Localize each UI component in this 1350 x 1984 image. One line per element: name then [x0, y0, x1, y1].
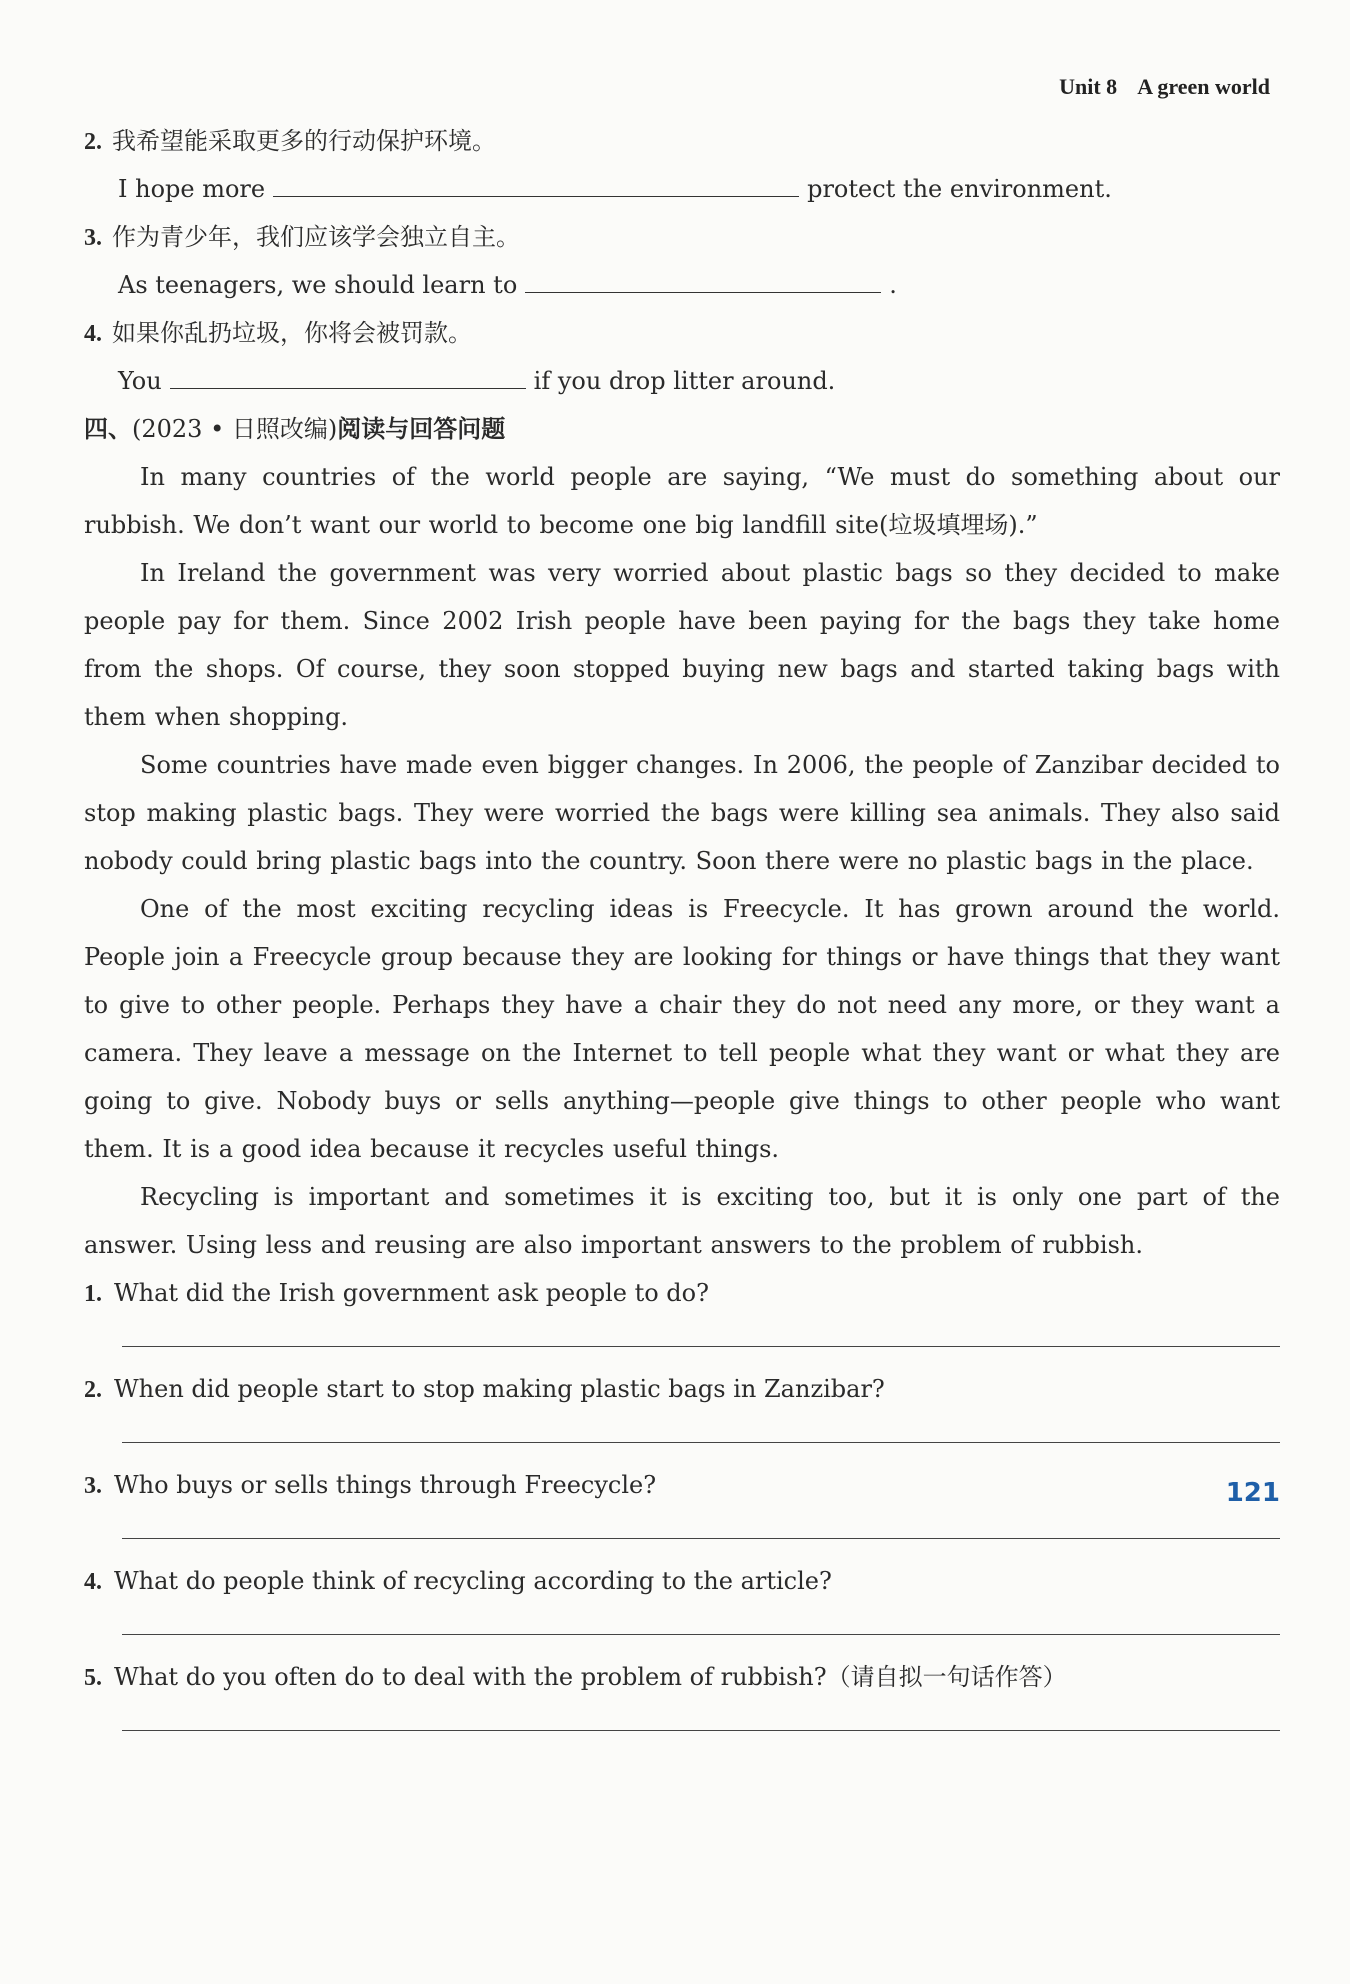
passage-paragraph: Recycling is important and sometimes it is exciting too, but it is only one part of the answer. Using less and reusing are also important answers to the problem of rubbish.: [84, 1183, 1280, 1259]
passage-paragraph: Some countries have made even bigger changes. In 2006, the people of Zanzibar decided to stop making plastic bags. They were worried the bags were killing sea animals. They also said nobody could bring plastic bags into the country. Soon there were no plastic bags in the place.: [84, 751, 1280, 875]
section-title: 阅读与回答问题: [337, 414, 506, 443]
passage-paragraph: In many countries of the world people are saying, “We must do something about our rubbish. We don’t want our world to become one big landfill site(垃圾填埋场).”: [84, 463, 1280, 539]
item-number: 2.: [84, 129, 102, 155]
sentence-start: As teenagers, we should learn to: [118, 271, 518, 299]
sentence-start: I hope more: [118, 175, 266, 203]
translation-item-english: [84, 165, 1280, 213]
question: [84, 1461, 1280, 1509]
question-list: [84, 1269, 1280, 1749]
passage-paragraph: In Ireland the government was very worried about plastic bags so they decided to make people pay for them. Since 2002 Irish people have been paying for the bags they take home from the shops. Of course, they soon stopped buying new bags and started taking bags with them when shopping.: [84, 559, 1280, 731]
question: [84, 1653, 1280, 1701]
question-number: 4.: [84, 1569, 102, 1595]
chinese-sentence: 如果你乱扔垃圾，你将会被罚款。: [112, 319, 472, 347]
sentence-end: .: [889, 271, 897, 299]
question: [84, 1365, 1280, 1413]
translation-item-chinese: [84, 309, 1280, 357]
chinese-sentence: 作为青少年，我们应该学会独立自主。: [112, 223, 520, 251]
question: [84, 1557, 1280, 1605]
question-number: 5.: [84, 1665, 102, 1691]
section-source: (2023 • 日照改编): [132, 415, 338, 443]
reading-passage: [84, 453, 1280, 1269]
question-number: 3.: [84, 1473, 102, 1499]
answer-line[interactable]: [84, 1317, 1280, 1365]
question-text: What do people think of recycling according to the article?: [114, 1567, 832, 1595]
answer-line[interactable]: [84, 1701, 1280, 1749]
question-number: 1.: [84, 1281, 102, 1307]
answer-line[interactable]: [84, 1605, 1280, 1653]
answer-line[interactable]: [84, 1413, 1280, 1461]
question-number: 2.: [84, 1377, 102, 1403]
sentence-end: if you drop litter around.: [533, 367, 836, 395]
chinese-sentence: 我希望能采取更多的行动保护环境。: [112, 127, 496, 155]
question-text: Who buys or sells things through Freecycle?: [114, 1471, 657, 1499]
unit-title: A green world: [1137, 74, 1270, 99]
fill-blank[interactable]: [273, 166, 799, 197]
sentence-end: protect the environment.: [807, 175, 1112, 203]
page-number: 121: [1225, 1478, 1280, 1508]
fill-blank[interactable]: [170, 358, 526, 389]
translation-item-chinese: [84, 117, 1280, 165]
translation-item-english: [84, 261, 1280, 309]
question-text: When did people start to stop making plastic bags in Zanzibar?: [114, 1375, 885, 1403]
unit-label: Unit 8: [1059, 74, 1118, 99]
item-number: 3.: [84, 225, 102, 251]
page-content: [84, 117, 1280, 1749]
fill-blank[interactable]: [525, 262, 881, 293]
section-prefix: 四、: [84, 414, 132, 443]
passage-paragraph: One of the most exciting recycling ideas is Freecycle. It has grown around the world. People join a Freecycle group because they are looking for things or have things that they want to give to other people. Perhaps they have a chair they do not need any more, or they want a camera. They leave a message on the Internet to tell people what they want or what they are going to give. Nobody buys or sells anything—people give things to other people who want them. It is a good idea because it recycles useful things.: [84, 895, 1280, 1163]
translation-item-english: [84, 357, 1280, 405]
item-number: 4.: [84, 321, 102, 347]
question-text: What did the Irish government ask people to do?: [114, 1279, 709, 1307]
sentence-start: You: [118, 367, 162, 395]
question-text: What do you often do to deal with the problem of rubbish?（请自拟一句话作答）: [114, 1663, 1067, 1691]
question: [84, 1269, 1280, 1317]
translation-item-chinese: [84, 213, 1280, 261]
answer-line[interactable]: [84, 1509, 1280, 1557]
page-header: [1059, 74, 1270, 100]
section-heading: [84, 405, 1280, 453]
